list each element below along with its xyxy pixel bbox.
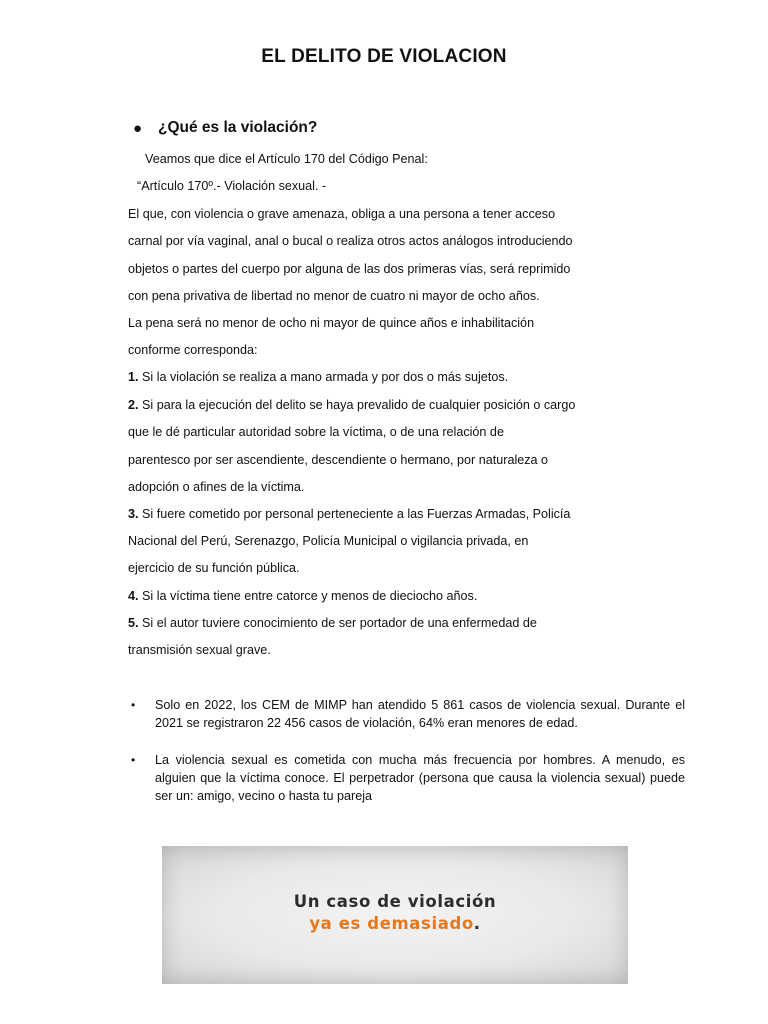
body-line: Veamos que dice el Artículo 170 del Código Penal:	[145, 152, 428, 166]
body-line: objetos o partes del cuerpo por alguna de las dos primeras vías, será reprimido	[128, 262, 571, 276]
numbered-item-5	[128, 615, 537, 631]
item-text: adopción o afines de la víctima.	[128, 480, 305, 494]
body-line: El que, con violencia o grave amenaza, obliga a una persona a tener acceso	[128, 207, 556, 221]
bullet-paragraph: Solo en 2022, los CEM de MIMP han atendido 5 861 casos de violencia sexual. Durante el 2021 se registraron 22 456 casos de violación, 64% eran menores de edad.	[155, 698, 685, 730]
body-line: con pena privativa de libertad no menor de cuatro ni mayor de ocho años.	[128, 289, 540, 303]
item-text: que le dé particular autoridad sobre la víctima, o de una relación de	[128, 425, 504, 439]
numbered-item-3	[128, 506, 570, 522]
banner-line-1: Un caso de violación	[293, 892, 497, 911]
bullet-paragraph: La violencia sexual es cometida con mucha más frecuencia por hombres. A menudo, es alguien que la víctima conoce. El perpetrador (persona que causa la violencia sexual) puede ser un: amigo, vecino o hasta tu pareja	[155, 753, 685, 803]
item-text: Si la violación se realiza a mano armada y por dos o más sujetos.	[142, 370, 509, 384]
item-text: ejercicio de su función pública.	[128, 561, 300, 575]
section-bullet: ●	[133, 120, 143, 137]
body-line: conforme corresponda:	[128, 343, 258, 357]
item-number: 4.	[128, 589, 139, 603]
item-number: 5.	[128, 616, 139, 630]
item-text: Si para la ejecución del delito se haya prevalido de cualquier posición o cargo	[142, 398, 576, 412]
item-text: Nacional del Perú, Serenazgo, Policía Municipal o vigilancia privada, en	[128, 534, 529, 548]
numbered-item-1	[128, 369, 508, 385]
item-text: Si fuere cometido por personal perteneciente a las Fuerzas Armadas, Policía	[142, 507, 571, 521]
bullet-dot: •	[131, 753, 136, 767]
body-line: La pena será no menor de ocho ni mayor de quince años e inhabilitación	[128, 316, 535, 330]
item-text: Si el autor tuviere conocimiento de ser portador de una enfermedad de	[142, 616, 537, 630]
item-text: Si la víctima tiene entre catorce y menos de dieciocho años.	[142, 589, 478, 603]
item-text: transmisión sexual grave.	[128, 643, 271, 657]
banner-period: .	[473, 914, 481, 933]
bullet-dot: •	[131, 698, 136, 712]
page-title: EL DELITO DE VIOLACION	[261, 46, 507, 67]
numbered-item-2	[128, 397, 575, 413]
section-heading: ¿Qué es la violación?	[158, 119, 318, 136]
item-text: parentesco por ser ascendiente, descendiente o hermano, por naturaleza o	[128, 453, 549, 467]
campaign-banner	[162, 846, 628, 984]
body-line: “Artículo 170º.- Violación sexual. -	[137, 179, 327, 193]
numbered-item-4	[128, 588, 477, 604]
item-number: 1.	[128, 370, 139, 384]
banner-line-2	[162, 914, 628, 933]
item-number: 3.	[128, 507, 139, 521]
body-line: carnal por vía vaginal, anal o bucal o realiza otros actos análogos introduciendo	[128, 234, 573, 248]
banner-accent-text: ya es demasiado	[309, 914, 474, 933]
item-number: 2.	[128, 398, 139, 412]
